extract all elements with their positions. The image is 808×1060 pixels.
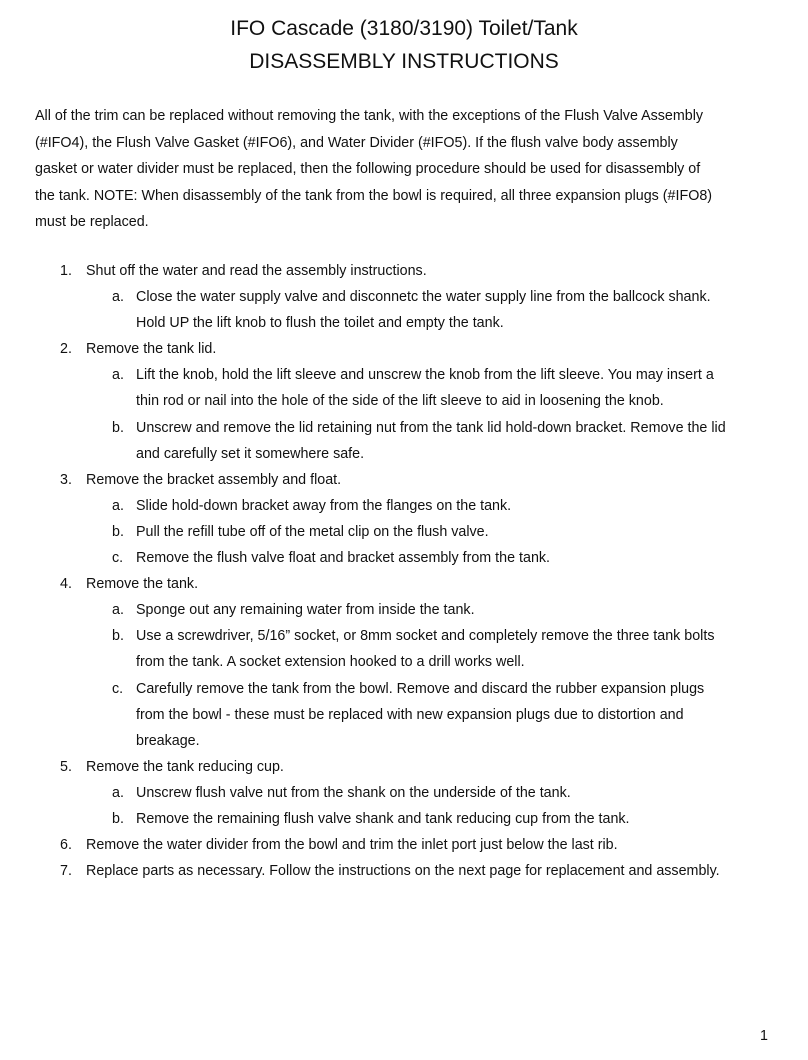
substep-letter: c.	[112, 680, 124, 697]
step-item	[0, 258, 808, 284]
substep-item	[0, 623, 808, 649]
substep-text: Slide hold-down bracket away from the flanges on the tank.	[136, 497, 512, 514]
substep-letter: a.	[112, 602, 124, 619]
step-item	[0, 754, 808, 780]
step-text: Remove the bracket assembly and float.	[86, 471, 342, 488]
substep-item	[0, 676, 808, 702]
substep-letter: b.	[112, 523, 124, 540]
substep-item	[0, 310, 808, 336]
substep-item	[0, 597, 808, 623]
substep-text: Lift the knob, hold the lift sleeve and unscrew the knob from the lift sleeve. You may insert a	[136, 367, 714, 384]
substep-letter: c.	[112, 550, 124, 567]
substep-item	[0, 415, 808, 441]
intro-line: gasket or water divider must be replaced, then the following procedure should be used for disassembly of	[35, 161, 701, 177]
intro-line: (#IFO4), the Flush Valve Gasket (#IFO6), and Water Divider (#IFO5). If the flush valve body assembly	[35, 134, 678, 151]
substep-letter: a.	[112, 497, 124, 514]
substep-item	[0, 728, 808, 754]
substep-text: Unscrew flush valve nut from the shank on the underside of the tank.	[136, 784, 571, 801]
substep-text: Sponge out any remaining water from inside the tank.	[136, 602, 475, 619]
intro-line: All of the trim can be replaced without removing the tank, with the exceptions of the Flush Valve Assembly	[35, 108, 704, 124]
substep-item	[0, 545, 808, 571]
step-text: Shut off the water and read the assembly instructions.	[86, 263, 427, 279]
substep-item	[0, 519, 808, 545]
intro-line: the tank. NOTE: When disassembly of the tank from the bowl is required, all three expansion plugs (#IFO8)	[35, 187, 713, 204]
instruction-list	[0, 258, 808, 884]
substep-letter: a.	[112, 784, 124, 801]
substep-text: Remove the flush valve float and bracket assembly from the tank.	[136, 550, 551, 567]
substep-letter: b.	[112, 419, 124, 436]
substep-text: Close the water supply valve and disconnetc the water supply line from the ballcock shank.	[136, 289, 711, 306]
substep-item	[0, 362, 808, 388]
substep-letter: a.	[112, 289, 124, 306]
intro-paragraph	[35, 103, 775, 236]
substep-text: Pull the refill tube off of the metal clip on the flush valve.	[136, 523, 489, 540]
step-number: 7.	[60, 863, 72, 880]
substep-item	[0, 284, 808, 310]
step-item	[0, 571, 808, 597]
step-text: Remove the tank.	[86, 576, 199, 593]
step-number: 5.	[60, 758, 72, 775]
substep-text: and carefully set it somewhere safe.	[136, 445, 365, 462]
substep-item	[0, 388, 808, 414]
step-number: 6.	[60, 837, 72, 854]
substep-text: Carefully remove the tank from the bowl. Remove and discard the rubber expansion plugs	[136, 680, 705, 697]
substep-item	[0, 441, 808, 467]
substep-text: breakage.	[136, 732, 200, 749]
substep-letter: b.	[112, 628, 124, 645]
substep-text: Use a screwdriver, 5/16” socket, or 8mm socket and completely remove the three tank bolts	[136, 628, 715, 645]
step-item	[0, 467, 808, 493]
substep-text: Remove the remaining flush valve shank and tank reducing cup from the tank.	[136, 810, 630, 827]
substep-text: Unscrew and remove the lid retaining nut from the tank lid hold-down bracket. Remove the lid	[136, 419, 726, 436]
substep-item	[0, 806, 808, 832]
substep-text: from the bowl - these must be replaced with new expansion plugs due to distortion and	[136, 706, 684, 723]
substep-item	[0, 493, 808, 519]
document-title: IFO Cascade (3180/3190) Toilet/Tank	[230, 17, 578, 40]
substep-text: Hold UP the lift knob to flush the toilet and empty the tank.	[136, 315, 504, 332]
substep-letter: b.	[112, 810, 124, 827]
substep-text: thin rod or nail into the hole of the side of the lift sleeve to aid in loosening the knob.	[136, 393, 664, 410]
substep-item	[0, 649, 808, 675]
step-text: Remove the tank lid.	[86, 341, 217, 358]
step-item	[0, 336, 808, 362]
step-number: 1.	[60, 263, 72, 279]
page-number: 1	[760, 1028, 768, 1044]
substep-text: from the tank. A socket extension hooked to a drill works well.	[136, 654, 525, 671]
step-number: 3.	[60, 471, 72, 488]
substep-letter: a.	[112, 367, 124, 384]
step-number: 2.	[60, 341, 72, 358]
step-number: 4.	[60, 576, 72, 593]
step-text: Replace parts as necessary. Follow the instructions on the next page for replacement and assembly.	[86, 863, 720, 880]
step-text: Remove the tank reducing cup.	[86, 758, 284, 775]
step-text: Remove the water divider from the bowl and trim the inlet port just below the last rib.	[86, 837, 618, 854]
intro-line: must be replaced.	[35, 214, 149, 230]
document-subtitle: DISASSEMBLY INSTRUCTIONS	[249, 50, 559, 73]
step-item	[0, 858, 808, 884]
step-item	[0, 832, 808, 858]
substep-item	[0, 702, 808, 728]
substep-item	[0, 780, 808, 806]
